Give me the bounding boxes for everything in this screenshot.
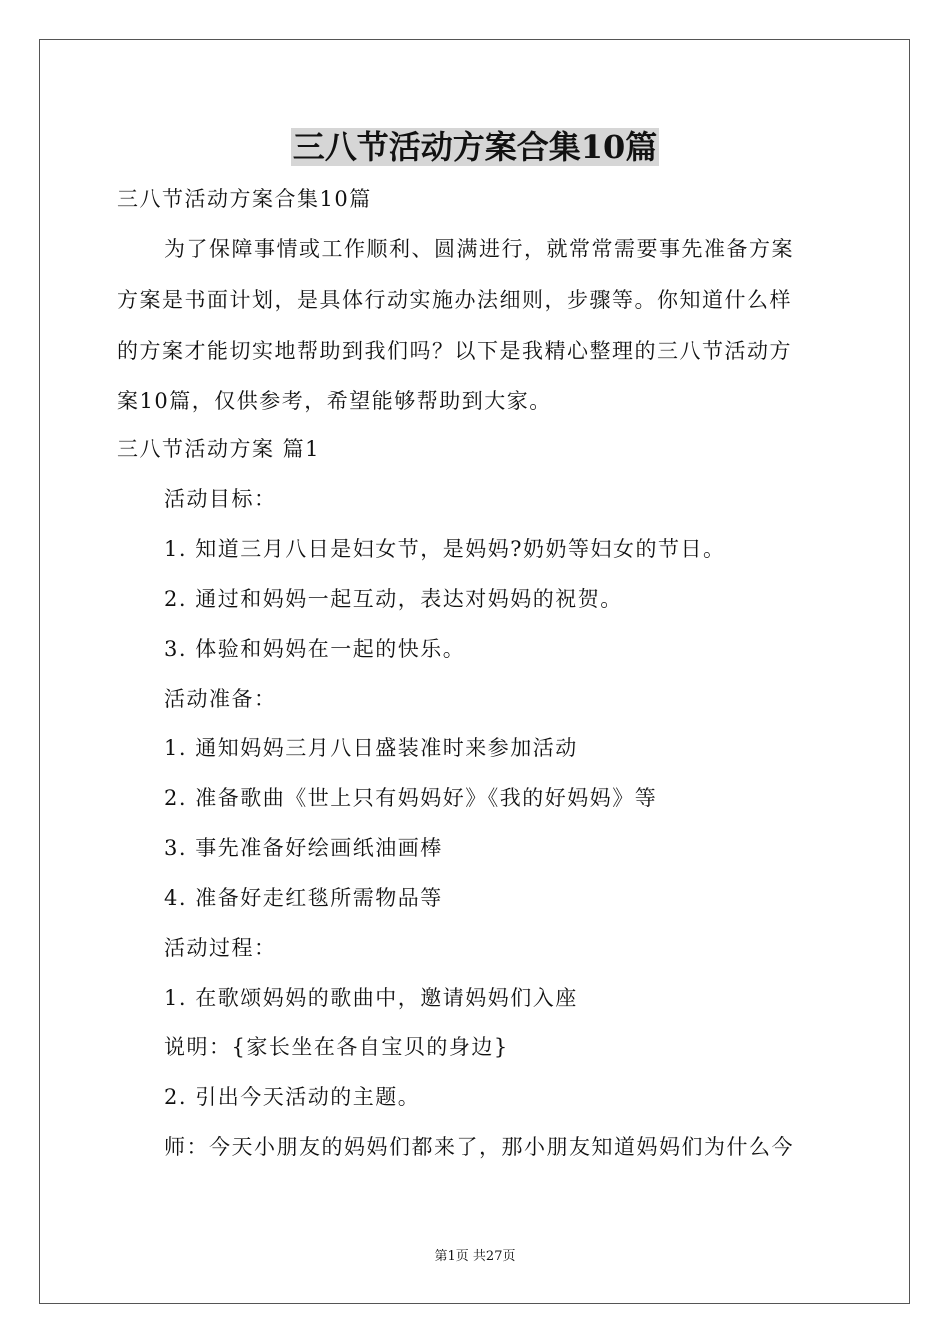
subtitle: 三八节活动方案合集10篇 (117, 187, 372, 211)
process-teacher-line: 师：今天小朋友的妈妈们都来了，那小朋友知道妈妈们为什么今 (164, 1135, 794, 1159)
intro-line-1: 为了保障事情或工作顺利、圆满进行，就常常需要事先准备方案 (164, 237, 794, 261)
intro-line-4: 案10篇，仅供参考，希望能够帮助到大家。 (117, 389, 552, 413)
intro-line-2: 方案是书面计划，是具体行动实施办法细则，步骤等。你知道什么样 (117, 288, 792, 312)
goal-item-2: 2. 通过和妈妈一起互动，表达对妈妈的祝贺。 (164, 587, 623, 611)
process-item-2: 2. 引出今天活动的主题。 (164, 1085, 421, 1109)
intro-line-3: 的方案才能切实地帮助到我们吗？以下是我精心整理的三八节活动方 (117, 339, 792, 363)
goals-heading: 活动目标： (164, 487, 277, 511)
document-title-text: 三八节活动方案合集10篇 (292, 128, 658, 166)
goal-item-3: 3. 体验和妈妈在一起的快乐。 (164, 637, 466, 661)
process-item-1: 1. 在歌颂妈妈的歌曲中，邀请妈妈们入座 (164, 986, 578, 1010)
prep-item-4: 4. 准备好走红毯所需物品等 (164, 886, 443, 910)
prep-heading: 活动准备： (164, 687, 277, 711)
goal-item-1: 1. 知道三月八日是妇女节，是妈妈?奶奶等妇女的节日。 (164, 537, 726, 561)
page-number: 第1页 共27页 (434, 1249, 516, 1264)
document-title (0, 124, 950, 170)
prep-item-3: 3. 事先准备好绘画纸油画棒 (164, 836, 443, 860)
prep-item-2: 2. 准备歌曲《世上只有妈妈好》《我的好妈妈》等 (164, 786, 658, 810)
prep-item-1: 1. 通知妈妈三月八日盛装准时来参加活动 (164, 736, 578, 760)
process-note: 说明：{家长坐在各自宝贝的身边} (164, 1035, 509, 1059)
page-border (39, 39, 910, 1304)
section-heading: 三八节活动方案 篇1 (117, 437, 321, 461)
process-heading: 活动过程： (164, 936, 277, 960)
